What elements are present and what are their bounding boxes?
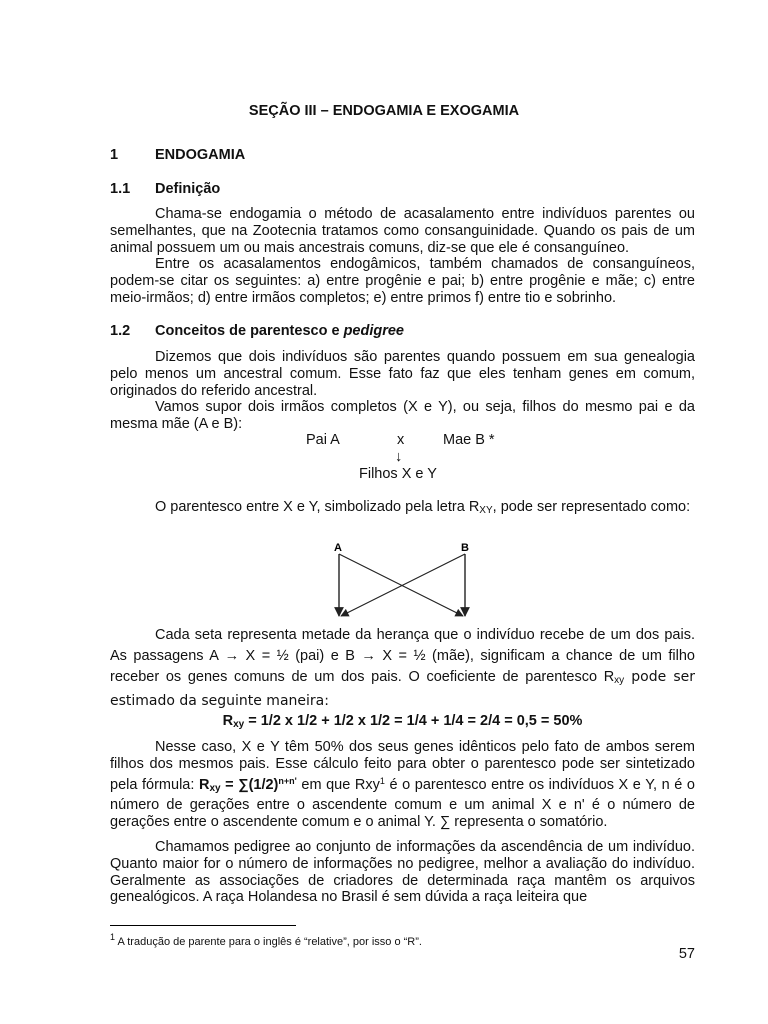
paragraph-arrows [110, 625, 695, 712]
heading-number: 1 [110, 147, 119, 163]
text-segment: = ∑(1/2) [220, 776, 279, 793]
arrow-b-to-x [341, 554, 465, 616]
text-segment: pode ser estimado da seguinte maneira: [110, 669, 695, 709]
cross-parent-a: Pai A [306, 432, 340, 448]
paragraph-relatives: Dizemos que dois indivíduos são parentes quando possuem em sua genealogia pelo menos um ancestral comum. Esse fato faz que eles tenham genes em comum, originados do referido ancestral. [110, 349, 695, 399]
kinship-arrow-diagram [325, 538, 485, 620]
text-segment: O parentesco entre X e Y, simbolizado pela letra R [155, 499, 480, 515]
superscript: n+n' [278, 775, 297, 786]
text-segment: , pode ser representado como: [492, 499, 691, 515]
heading-label: Definição [155, 181, 221, 197]
node-label-b: B [461, 542, 469, 554]
heading-parentesco [110, 323, 404, 339]
text-segment: R [222, 713, 234, 729]
arrow-a-to-y [339, 554, 463, 616]
down-arrow-icon: ↓ [395, 449, 403, 465]
paragraph-definition: Chama-se endogamia o método de acasalamento entre indivíduos parentes ou semelhantes, que na Zootecnia tratamos como consanguinidade. Quando os pais de um animal possuem um ou mais ancestrais comuns, diz-se que ele é consanguíneo. [110, 206, 695, 256]
heading-endogamia [110, 147, 245, 163]
footnote-text: A tradução de parente para o inglês é “relative”, por isso o “R”. [115, 936, 422, 948]
text-segment: R [198, 776, 210, 793]
footnote-divider [110, 925, 296, 926]
text-segment: em que Rxy [296, 776, 380, 793]
paragraph-siblings: Vamos supor dois irmãos completos (X e Y), ou seja, filhos do mesmo pai e da mesma mãe (A e B): [110, 399, 695, 432]
cross-offspring: Filhos X e Y [359, 466, 437, 482]
footnote [110, 932, 422, 948]
node-label-a: A [334, 542, 342, 554]
heading-number: 1.1 [110, 181, 131, 197]
paragraph-rxy [110, 499, 695, 520]
subscript: XY [479, 505, 493, 516]
heading-number: 1.2 [110, 323, 131, 339]
cross-symbol: x [397, 432, 405, 448]
section-title: SEÇÃO III – ENDOGAMIA E EXOGAMIA [248, 103, 520, 119]
paragraph-mating-types: Entre os acasalamentos endogâmicos, também chamados de consanguíneos, podem-se citar os seguintes: a) entre progênie e pai; b) entre progênie e mãe; c) entre meio-irmãos; d) entre irmãos completos; e) entre primos f) entre tio e sobrinho. [110, 256, 695, 306]
heading-label: ENDOGAMIA [155, 147, 246, 163]
page-number: 57 [678, 946, 695, 962]
heading-definicao [110, 181, 220, 197]
text-segment: é o parentesco entre os indivíduos X e Y, n é o número de gerações entre o ascendente comum e um animal X e n' é o número de gerações entre o ascendente comum e o animal Y. ∑ representa o somatório. [110, 776, 695, 831]
heading-label-italic: pedigree [343, 323, 404, 339]
text-segment: Cada seta representa metade da herança que o indivíduo recebe de um dos pais. As passagens A → X = ½ (pai) e B → X = ½ (mãe), significam a chance de um filho receber os genes comuns de um dos pais. O coeficiente de parentesco R [110, 627, 695, 685]
text-segment: = 1/2 x 1/2 + 1/2 x 1/2 = 1/4 + 1/4 = 2/4 = 0,5 = 50% [244, 713, 583, 729]
text-segment: Nesse caso, X e Y têm 50% dos seus genes idênticos pelo fato de ambos serem filhos dos mesmos pais. Esse cálculo feito para obter o parentesco pode ser sintetizado pela fórmula: [110, 739, 695, 793]
cross-parent-b: Mae B * [443, 432, 495, 448]
footnote-reference[interactable]: 1 [379, 775, 385, 786]
heading-label: Conceitos de parentesco e [155, 323, 344, 339]
paragraph-pedigree: Chamamos pedigree ao conjunto de informações da ascendência de um indivíduo. Quanto maior for o número de informações no pedigree, melhor a avaliação do indivíduo. Geralmente as associações de criadores de determinada raça mantêm os arquivos genealógicos. A raça Holandesa no Brasil é sem dúvida a raça leiteira que [110, 839, 695, 906]
paragraph-formula-explanation [110, 739, 695, 831]
subscript: xy [614, 675, 625, 686]
footnote-number: 1 [110, 932, 116, 942]
subscript: xy [209, 782, 221, 794]
kinship-formula [110, 713, 695, 730]
subscript: xy [233, 719, 245, 730]
